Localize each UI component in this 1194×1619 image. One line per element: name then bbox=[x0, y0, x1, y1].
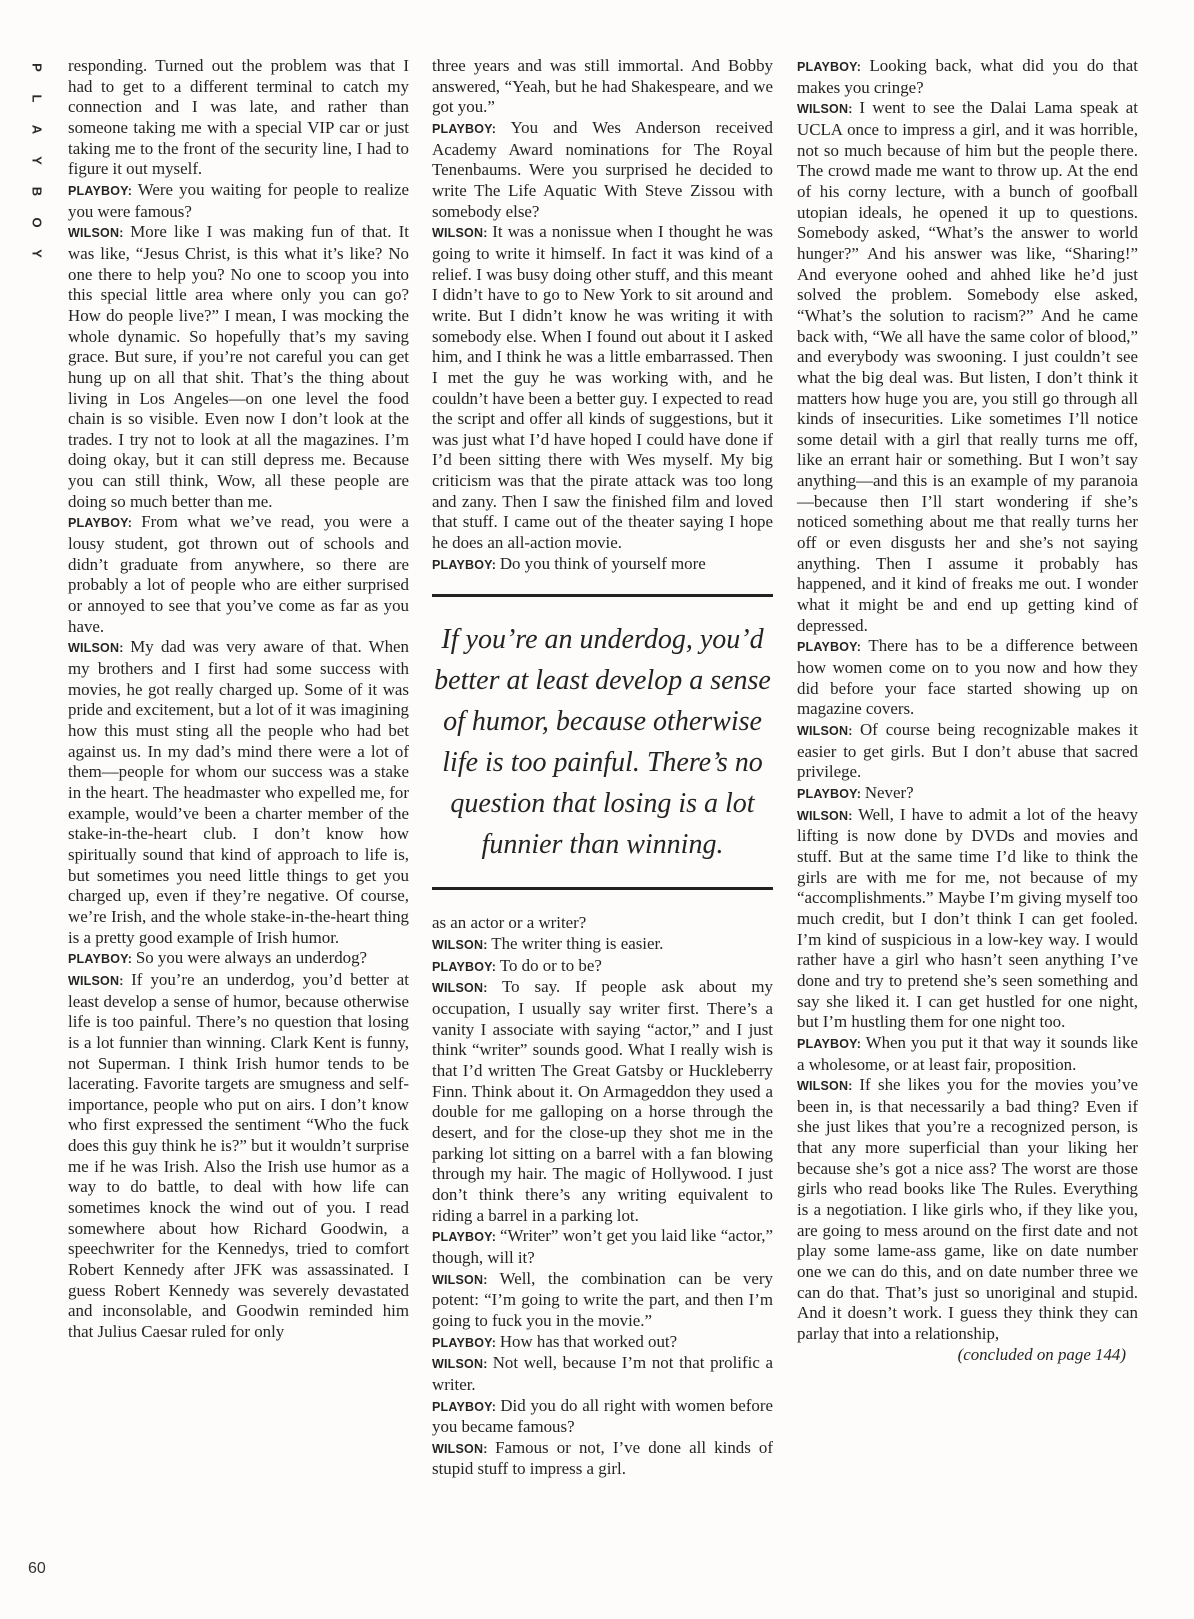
paragraph bbox=[797, 1033, 1138, 1075]
paragraph bbox=[432, 222, 773, 554]
speaker-label: WILSON: bbox=[432, 981, 488, 996]
paragraph bbox=[68, 948, 409, 970]
paragraph-text: Did you do all right with women before you became famous? bbox=[432, 1395, 773, 1437]
speaker-label: WILSON: bbox=[68, 641, 124, 656]
speaker-label: PLAYBOY: bbox=[432, 959, 497, 974]
paragraph-text: Famous or not, I’ve done all kinds of stupid stuff to impress a girl. bbox=[432, 1437, 773, 1479]
paragraph bbox=[797, 98, 1138, 636]
paragraph bbox=[797, 56, 1138, 98]
paragraph-text: It was a nonissue when I thought he was going to write it himself. In fact it was kind of a relief. I was busy doing other stuff, and this meant I didn’t have to go to New York to sit around and write. But I didn’t know he was writing it with somebody else. When I found out about it I asked him, and I think he was a little embarrassed. Then I met the guy he was working with, and he couldn’t have been a better guy. I expected to read the script and offer all kinds of suggestions, but it was just what I’d have hoped I could have done if I’d been sitting there with Wes myself. My big criticism was that the pirate attack was too long and zany. Then I saw the finished film and loved that stuff. I came out of the theater saying I hope he does an all-action movie. bbox=[432, 222, 773, 553]
paragraph-text: How has that worked out? bbox=[499, 1331, 678, 1351]
paragraph bbox=[432, 1269, 773, 1332]
paragraph-text: More like I was making fun of that. It was like, “Jesus Christ, is this what it’s like? No one there to help you? No one to scoop you into this special little area where only you can go? How do people live?” I mean, I was mocking the whole dynamic. So hopefully that’s my saving grace. But sure, if you’re not careful you can get hung up on all that shit. That’s the thing about living in Los Angeles—on one level the food chain is so visible. Even now I don’t look at the trades. I try not to look at all the magazines. I’m doing okay, but it can still depress me. Because you can still think, Wow, all these people are doing so much better than me. bbox=[68, 222, 409, 511]
paragraph bbox=[432, 913, 773, 934]
masthead-letter: Y bbox=[29, 249, 45, 258]
speaker-label: PLAYBOY: bbox=[797, 60, 862, 74]
column-2 bbox=[432, 56, 773, 1480]
speaker-label: PLAYBOY: bbox=[68, 183, 133, 198]
paragraph-text: responding. Turned out the problem was that I had to get to a different terminal to catch my connection and I was late, and rather than someone taking me with a special VIP car or just taking me to the front of the security line, I had to figure it out myself. bbox=[68, 56, 409, 179]
speaker-label: PLAYBOY: bbox=[432, 557, 497, 572]
paragraph bbox=[432, 1396, 773, 1438]
speaker-label: PLAYBOY: bbox=[797, 640, 862, 655]
paragraph bbox=[432, 934, 773, 956]
paragraph bbox=[68, 180, 409, 222]
speaker-label: PLAYBOY: bbox=[432, 1230, 497, 1245]
paragraph-text: Were you waiting for people to realize you were famous? bbox=[68, 179, 409, 221]
masthead-letter: A bbox=[29, 124, 45, 135]
page-number: 60 bbox=[28, 1560, 46, 1577]
speaker-label: WILSON: bbox=[68, 226, 124, 241]
paragraph-text: Looking back, what did you do that makes you cringe? bbox=[797, 56, 1138, 97]
paragraph bbox=[432, 118, 773, 222]
paragraph-text: Not well, because I’m not that prolific a writer. bbox=[432, 1353, 773, 1394]
paragraph-text: I went to see the Dalai Lama speak at UCLA once to impress a girl, and it was horrible, not so much because of him but the people there. The crowd made me want to throw up. At the end of his corny lecture, with a bunch of goofball utopian ideals, he opened it up to questions. Somebody asked, “What’s the answer to world hunger?” And his answer was like, “Sharing!” And everyone oohed and ahhed like he’d just solved the problem. Somebody else asked, “What’s the solution to racism?” And he came back with, “We all have the same color of blood,” and everybody was swooning. I just couldn’t see what the big deal was. But listen, I don’t think it matters how huge you are, you still go through all kinds of insecurities. Like sometimes I’ll notice some detail with a girl that really turns me off, like an errant hair or something. But I won’t say anything—and this is an example of my paranoia—because then I’ll start wondering if she’s noticed something about me that really turns her off or even disgusts her and she’s not saying anything. Then I assume it probably has happened, and it kind of freaks me out. I wonder what it might be and end up getting kind of depressed. bbox=[797, 98, 1138, 635]
paragraph bbox=[432, 956, 773, 978]
masthead-letter: P bbox=[29, 63, 45, 72]
continuation-note: (concluded on page 144) bbox=[957, 1344, 1126, 1364]
paragraph-text: If you’re an underdog, you’d better at least develop a sense of humor, because otherwise life is too painful. There’s no question that losing is a lot funnier than winning. Clark Kent is funny, not Superman. I think Irish humor tends to be lacerating. Favorite targets are smugness and self-importance, people who put on airs. I don’t know who first expressed the sentiment “Who the fuck does this guy think he is?” but it wouldn’t surprise me if he was Irish. Also the Irish use humor as a way to do battle, to deal with how life can sometimes knock the wind out of you. I read somewhere about how Richard Goodwin, a speechwriter for the Kennedys, tried to comfort Robert Kennedy after JFK was assassinated. I guess Robert Kennedy was severely devastated and inconsolable, and Goodwin reminded him that Julius Caesar ruled for only bbox=[68, 969, 409, 1342]
paragraph bbox=[432, 1332, 773, 1354]
masthead-letter: B bbox=[29, 186, 45, 197]
paragraph bbox=[432, 56, 773, 118]
speaker-label: WILSON: bbox=[432, 938, 488, 953]
paragraph-text: Never? bbox=[864, 782, 914, 802]
paragraph-text: The writer thing is easier. bbox=[491, 934, 664, 954]
paragraph bbox=[68, 56, 409, 180]
paragraph-text: Do you think of yourself more bbox=[499, 553, 706, 573]
paragraph bbox=[797, 783, 1138, 805]
speaker-label: PLAYBOY: bbox=[797, 1036, 862, 1051]
speaker-label: WILSON: bbox=[432, 226, 488, 241]
paragraph-text: My dad was very aware of that. When my brothers and I first had some success with movies, he got really charged up. Some of it was pride and excitement, but a lot of it was imagining how this must sting all the people who had bet against us. In my dad’s mind there were a lot of them—people for whom our success was a stake in the heart. The headmaster who expelled me, for example, would’ve been a charter member of the stake-in-the-heart club. I don’t know how spiritually sound that kind of approach to life is, but sometimes you need little things to get you charged up, even if they’re negative. Of course, we’re Irish, and the whole stake-in-the-heart thing is a pretty good example of Irish humor. bbox=[68, 637, 409, 947]
paragraph bbox=[68, 222, 409, 512]
paragraph-text: There has to be a difference between how women come on to you now and how they did before your face started showing up on magazine covers. bbox=[797, 636, 1138, 719]
paragraph-text: “Writer” won’t get you laid like “actor,” though, will it? bbox=[432, 1226, 773, 1267]
speaker-label: WILSON: bbox=[797, 724, 853, 738]
speaker-label: PLAYBOY: bbox=[68, 516, 133, 531]
speaker-label: WILSON: bbox=[432, 1272, 488, 1287]
paragraph bbox=[797, 1075, 1138, 1345]
speaker-label: WILSON: bbox=[797, 102, 853, 117]
speaker-label: WILSON: bbox=[432, 1441, 488, 1456]
paragraph-text: To do or to be? bbox=[499, 955, 602, 975]
paragraph-text: Of course being recognizable makes it easier to get girls. But I don’t abuse that sacred privilege. bbox=[797, 720, 1138, 782]
paragraph bbox=[432, 554, 773, 576]
paragraph-text: From what we’ve read, you were a lousy student, got thrown out of schools and didn’t graduate from anywhere, so there are probably a lot of people who are either surprised or annoyed to see that you’ve come as far as you have. bbox=[68, 512, 409, 636]
speaker-label: PLAYBOY: bbox=[68, 952, 133, 967]
paragraph bbox=[432, 1438, 773, 1480]
speaker-label: WILSON: bbox=[432, 1357, 488, 1372]
paragraph-text: To say. If people ask about my occupation, I usually say writer first. There’s a vanity I associate with saying “actor,” and I just think “writer” sounds good. What I really wish is that I’d written The Great Gatsby or Huckleberry Finn. Think about it. On Armageddon they used a double for me galloping on a horse through the desert, and for the close-up they shot me in the parking lot sitting on a barrel with a fan blowing through my hair. The magic of Hollywood. I just don’t think there’s any writing equivalent to riding a barrel in a parking lot. bbox=[432, 977, 773, 1225]
paragraph-text: Well, I have to admit a lot of the heavy lifting is now done by DVDs and movies and stuff. But at the same time I’d like to think the girls are with me for me, not because of my “accomplishments.” Maybe I’m giving myself too much credit, but I don’t think I can get fooled. I’m kind of suspicious in a low-key way. I would rather have a girl who hasn’t seen anything I’ve done and try to pretend she’s seen something and say she liked it. I can get hustled for one night, but I’m hustling them for one night too. bbox=[797, 804, 1138, 1032]
paragraph bbox=[432, 1226, 773, 1268]
paragraph-text: three years and was still immortal. And Bobby answered, “Yeah, but he had Shakespeare, and we got you.” bbox=[432, 56, 773, 117]
paragraph bbox=[797, 720, 1138, 783]
pull-quote: If you’re an underdog, you’d better at least develop a sense of humor, because otherwise life is too painful. There’s no question that losing is a lot funnier than winning. bbox=[432, 594, 773, 890]
speaker-label: WILSON: bbox=[797, 1079, 853, 1094]
paragraph-text: So you were always an underdog? bbox=[135, 948, 368, 968]
speaker-label: PLAYBOY: bbox=[797, 786, 862, 801]
column-3 bbox=[797, 56, 1138, 1365]
paragraph bbox=[432, 1353, 773, 1395]
paragraph bbox=[797, 805, 1138, 1033]
speaker-label: PLAYBOY: bbox=[432, 1335, 497, 1350]
paragraph bbox=[68, 512, 409, 637]
paragraph bbox=[68, 637, 409, 948]
paragraph bbox=[432, 977, 773, 1226]
paragraph-text: Well, the combination can be very potent: “I’m going to write the part, and then I’m going to fuck you in the movie.” bbox=[432, 1268, 773, 1330]
column-1 bbox=[68, 56, 409, 1343]
speaker-label: WILSON: bbox=[68, 973, 124, 988]
paragraph bbox=[68, 970, 409, 1343]
speaker-label: PLAYBOY: bbox=[432, 121, 497, 136]
vertical-masthead bbox=[28, 52, 46, 269]
masthead-letter: Y bbox=[29, 156, 45, 165]
masthead-letter: L bbox=[29, 94, 45, 103]
speaker-label: WILSON: bbox=[797, 808, 853, 823]
paragraph-text: as an actor or a writer? bbox=[432, 913, 587, 933]
paragraph-text: When you put it that way it sounds like a wholesome, or at least fair, proposition. bbox=[797, 1032, 1138, 1074]
paragraph-text: If she likes you for the movies you’ve been in, is that necessarily a bad thing? Even if she just likes that you’re a recognized person, is that any more superficial than your liking her because she’s got a nice ass? The worst are those girls who read books like The Rules. Everything is a negotiation. I like girls who, if they like you, are going to mess around on the first date and not play some lame-ass game, like on date number one we can do this, and on date number three we can do that. That’s just so unoriginal and stupid. And it doesn’t work. I guess they think they can parlay that into a relationship, bbox=[797, 1075, 1138, 1344]
paragraph bbox=[797, 636, 1138, 720]
speaker-label: PLAYBOY: bbox=[432, 1399, 497, 1414]
masthead-letter: O bbox=[29, 217, 45, 228]
paragraph-text: You and Wes Anderson received Academy Award nominations for The Royal Tenenbaums. Were you surprised he decided to write The Life Aquatic With Steve Zissou with somebody else? bbox=[432, 117, 773, 221]
